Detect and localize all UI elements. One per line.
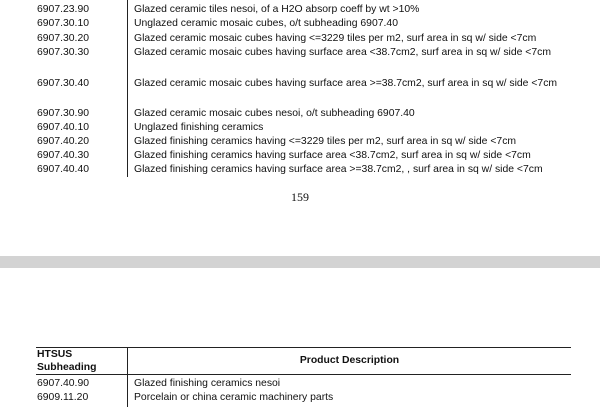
product-description: Glazed finishing ceramics nesoi — [134, 378, 281, 389]
htsus-subheading-header-text: HTSUS Subheading — [37, 349, 97, 373]
htsus-code: 6907.30.20 — [37, 33, 90, 44]
product-description: Glazed ceramic mosaic cubes having surface area >=38.7cm2, surf area in sq w/ side <7cm — [134, 78, 558, 89]
htsus-code: 6907.40.10 — [37, 122, 90, 133]
product-description: Unglazed finishing ceramics — [134, 122, 264, 133]
htsus-code: 6907.23.90 — [37, 4, 90, 15]
product-description: Unglazed ceramic mosaic cubes, o/t subheading 6907.40 — [134, 18, 398, 29]
htsus-code: 6909.11.20 — [37, 392, 89, 403]
htsus-code: 6907.30.10 — [37, 18, 90, 29]
column-divider — [127, 347, 128, 407]
product-description: Glazed ceramic tiles nesoi, of a H2O absorp coeff by wt >10% — [134, 4, 420, 15]
product-description: Glazed finishing ceramics having surface area <38.7cm2, surf area in sq w/ side <7cm — [134, 150, 531, 161]
table-header-top-rule — [36, 347, 571, 348]
page-gap — [0, 256, 600, 268]
product-description: Glazed finishing ceramics having <=3229 tiles per m2, surf area in sq w/ side <7cm — [134, 136, 517, 147]
htsus-code: 6907.40.40 — [37, 164, 90, 175]
page-number: 159 — [291, 190, 309, 204]
product-description: Glazed ceramic mosaic cubes having surface area <38.7cm2, surf area in sq w/ side <7cm — [134, 47, 551, 58]
product-description: Glazed ceramic mosaic cubes having <=3229 tiles per m2, surf area in sq w/ side <7cm — [134, 33, 537, 44]
htsus-code: 6907.30.40 — [37, 78, 90, 89]
htsus-subheading-header — [37, 348, 97, 374]
htsus-code: 6907.40.30 — [37, 150, 90, 161]
htsus-code: 6907.40.90 — [37, 378, 90, 389]
table-header-bottom-rule — [36, 374, 571, 375]
column-divider — [127, 0, 128, 177]
htsus-code: 6907.30.90 — [37, 108, 90, 119]
product-description: Glazed ceramic mosaic cubes nesoi, o/t subheading 6907.40 — [134, 108, 415, 119]
htsus-code: 6907.30.30 — [37, 47, 90, 58]
product-description: Porcelain or china ceramic machinery parts — [134, 392, 334, 403]
product-description-header: Product Description — [299, 355, 400, 366]
product-description: Glazed finishing ceramics having surface area >=38.7cm2, , surf area in sq w/ side <7cm — [134, 164, 543, 175]
htsus-code: 6907.40.20 — [37, 136, 90, 147]
